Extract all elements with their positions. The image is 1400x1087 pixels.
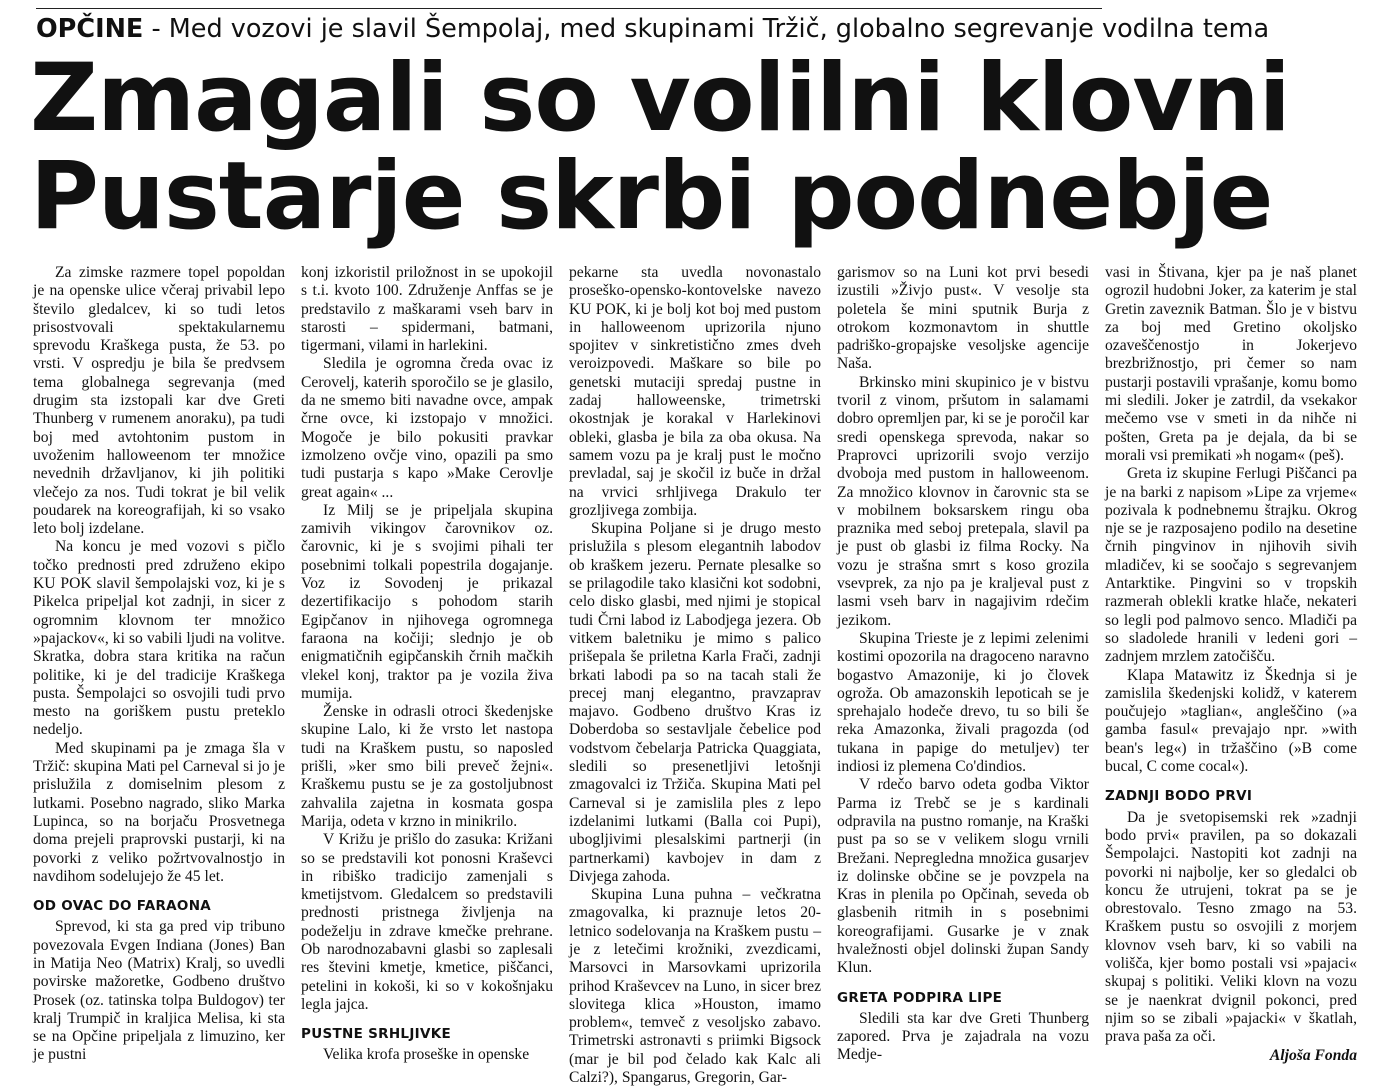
paragraph-continued: garismov so na Luni kot prvi besedi izustili »Živjo pust«. V vesolje sta poletela še mini sputnik Burja z otrokom kozmonavtom in shuttle padriško-gropajske vesoljske agencije Naša. (837, 264, 1089, 373)
headline-line-2: Pustarje skrbi podnebje (30, 142, 1273, 251)
paragraph: Skupina Luna puhna – večkratna zmagovalka, ki praznuje letos 20-letnico sodelovanja na Kraškem pustu – je z letečimi krožniki, zvezdicami, Marsovci in Marsovkami uprizorila prihod Kraševcev na Luno, in sicer brez slovitega klica »Houston, imamo problem«, temveč z vesoljsko zabavo. Trimetrski astronavti s priimki Bigsock (mar je bil pod čelado kak Kalc ali Calzi?), Spangarus, Gregorin, Gar- (569, 886, 821, 1087)
column-1 (33, 264, 285, 1065)
headline-line-1: Zmagali so volilni klovni (30, 44, 1290, 153)
author-signature: Aljoša Fonda (1269, 1047, 1357, 1065)
column-2 (301, 264, 553, 1065)
paragraph: Med skupinami pa je zmaga šla v Tržič: skupina Mati pel Carneval si jo je prislužila z domiselnim plesom z lutkami. Posebno nagrado, sliko Marka Lupinca, so na borjaču Prosvetnega doma prejeli praprovski pustarji, ki na povorki z veliko požrtvovalnostjo in navdihom sodelujejo že 45 let. (33, 739, 285, 885)
column-4 (837, 264, 1089, 1065)
article-body (33, 264, 1373, 1087)
paragraph: Ženske in odrasli otroci škedenjske skupine Lalo, ki že vrsto let nastopa tudi na Kraškem pustu, so naposled prišli, »ker smo bili preveč žejni«. Kraškemu pustu se je za gostoljubnost zahvalila zajetna in kosmata gospa Marija, odeta v krzno in minikrilo. (301, 703, 553, 830)
paragraph: Iz Milj se je pripeljala skupina zamivih vikingov čarovnikov oz. čarovnic, ki je s svojimi pihali ter posebnimi tolkali popestrila dogajanje. Voz iz Sovodenj je prikazal dezertifikacijo s pohodom starih Egipčanov in njihovega ogromnega faraona na kočiji; slednjo je ob enigmatičnih egipčanskih črnih mačkih vlekel konj, traktor pa je vozila živa mumija. (301, 501, 553, 702)
paragraph: Sledili sta kar dve Greti Thunberg zapored. Prva je zajadrala na vozu Medje- (837, 1009, 1089, 1064)
headline (30, 44, 1390, 251)
paragraph: Sledila je ogromna čreda ovac iz Cerovelj, katerih sporočilo se je glasilo, da ne smemo biti navadne ovce, ampak črne ovce, ki izstopajo v množici. Mogoče je bilo pokusiti pravkar izmolzeno ovčje vino, opazili pa smo tudi pustarja s kapo »Make Cerovlje great again« ... (301, 355, 553, 501)
kicker-section: OPČINE (36, 14, 144, 44)
paragraph: Brkinsko mini skupinico je v bistvu tvoril z vinom, pršutom in salamami dobro opremljen par, ki se je poročil kar sredi openskega sprevoda, nakar so Praprovci uprizorili svojo verzijo dvoboja med pustom in halloweenom. Za množico klovnov in čarovnic sta se v mobilnem boksarskem ringu oba praznika med seboj pretepala, slavil pa je pust ob glasbi iz filma Rocky. Na vozu je strašna smrt s koso grozila vsevprek, za njo pa je kraljeval pust z lasmi vseh barv in nagajivim rdečim jezikom. (837, 373, 1089, 629)
paragraph: Da je svetopisemski rek »zadnji bodo prvi« pravilen, pa so dokazali Šempolajci. Nastopiti kot zadnji na povorki ni najbolje, ker so gledalci ob koncu že utrujeni, tokrat pa se je obrestovalo. Tesno zmago na 53. Kraškem pustu so osvojili z morjem klovnov vseh barv, ki so vabili na volišča, kjer bomo postali vsi »pajaci« skupaj s politiki. Veliki klovn na vozu se je naenkrat dvignil pokonci, pred njim so se zibali »pajacki« v škatlah, prava paša za oči. (1105, 808, 1357, 1046)
paragraph: Skupina Trieste je z lepimi zelenimi kostimi opozorila na dragoceno naravno bogastvo Amazonije, ki jo človek ogroža. Ob amazonskih lepoticah se je sprehajalo hodeče drevo, tu so bili še reka Amazonka, živali pragozda (od tukana in papige do metuljev) ter indiosi iz plemena Co'dindios. (837, 629, 1089, 776)
paragraph: V Križu je prišlo do zasuka: Križani so se predstavili kot ponosni Kraševci in ribiško tradicijo zamenjali s kmetijstvom. Gledalcem so predstavili prednosti pristnega življenja na podeželju in zdrave kmečke prehrane. Ob narodnozabavni glasbi so zaplesali res števini kmetje, kmetice, piščanci, petelini in kokoši, ki so v kokošnjaku legla jajca. (301, 831, 553, 1013)
paragraph: Na koncu je med vozovi s pičlo točko prednosti pred združeno ekipo KU POK slavil šempolajski voz, ki je s Pikelca pripeljal kot zadnji, in sicer z ogromnim klovnom ter množico »pajackov«, ki so vabili ljudi na volitve. Skratka, dobra stara kritika na račun politike, ki je del tradicije Kraškega pusta. Šempolajci so osvojili tudi prvo mesto na goriškem pustu preteklo nedeljo. (33, 538, 285, 739)
paragraph: Velika krofa proseške in openske (323, 1046, 530, 1064)
paragraph: Za zimske razmere topel popoldan je na openske ulice včeraj privabil lepo število gledalcev, ki so tudi letos prisostvovali spektakularnemu sprevodu Kraškega pusta, že 53. po vrsti. V ospredju je bila še predvsem tema globalnega segrevanja (med drugim sta izstopali kar dve Greti Thunberg v rumenem anoraku), pa tudi boj med avtohtonim pustom in uvoženim halloweenom ter množice nevednih državljanov, ki jih politiki vlečejo za nos. Tudi tokrat je bil velik poudarek na koreografijah, ki so vsako leto bolj izdelane. (33, 264, 285, 538)
paragraph: Sprevod, ki sta ga pred vip tribuno povezovala Evgen Indiana (Jones) Ban in Matija Neo (Matrix) Kralj, so uvedli povirske mažoretke, Godbeno društvo Prosek (oz. tatinska tolpa Buldogov) ter kralj Trumpič in kraljica Melisa, ki sta se na Opčine pripeljala z limuzino, ker je pustni (33, 918, 285, 1064)
subheading: PUSTNE SRHLJIVKE (301, 1026, 452, 1043)
column-3 (569, 264, 821, 1087)
subheading: ZADNJI BODO PRVI (1105, 788, 1253, 805)
kicker-text: - Med vozovi je slavil Šempolaj, med skupinami Tržič, globalno segrevanje vodilna tema (143, 14, 1270, 44)
paragraph: V rdečo barvo odeta godba Viktor Parma iz Trebč se je s kardinali odpravila na pustno romanje, na Kraški pust pa so se v velikem slogu vrnili Brežani. Nepregledna množica gusarjev iz dolinske občine se je povzpela na Kras in plenila po Opčinah, seveda ob glasbenih ritmih in s posebnimi koreografijami. Gusarke je v znak hvaležnosti objel dolinski župan Sandy Klun. (837, 776, 1089, 977)
paragraph-continued: vasi in Štivana, kjer pa je naš planet ogrozil hudobni Joker, za katerim je stal Gretin zaveznik Batman. Šlo je v bistvu za boj med Gretino okoljsko ozaveščenostjo in Jokerjevo brezbrižnostjo, pri čemer so nam pustarji postavili vprašanje, komu bomo mi sledili. Joker je zatrdil, da vsekakor mečemo vse v smeti in da nihče ni pošten, Greta pa je dejala, da bi se morali vsi premikati »h nogam« (peš). (1105, 264, 1357, 464)
paragraph: Greta iz skupine Ferlugi Piščanci pa je na barki z napisom »Lipe za vrjeme« pozivala k podnebnemu štrajku. Okrog nje se je razposajeno podilo na desetine črnih pingvinov in njihovih sivih mladičev, ki se soočajo s segrevanjem Antarktike. Pingvini so v tropskih razmerah oblekli kratke hlače, nekateri so legli pod palmovo senco. Mladiči pa so sladolede hranili v ledeni gori – zadnjem mrzlem zatočišču. (1105, 465, 1357, 666)
paragraph: Skupina Poljane si je drugo mesto prislužila s plesom elegantnih labodov ob kraškem jezeru. Pernate plesalke so se prilagodile tako klasični kot sodobni, celo disko glasbi, med njimi je stopical tudi Črni labod iz Labodjega jezera. Ob vitkem baletniku je mimo s palico prišepala še priletna Karla Frači, zadnji brkati labodi pa so na tacah stali že precej manj elegantno, pravzaprav majavo. Godbeno društvo Kras iz Doberdoba so sestavljale čebelice pod vodstvom čebelarja Patricka Quaggiata, sledili so presenetljivi letošnji zmagovalci iz Tržiča. Skupina Mati pel Carneval si je zamislila ples z lepo izdelanimi lutkami (Balla coi Pupi), ubogljivimi plesalskimi partnerji (in partnerkami) kavbojev in dam z Divjega zahoda. (569, 520, 821, 885)
column-5 (1105, 264, 1357, 1066)
kicker (36, 14, 1270, 44)
paragraph-continued: konj izkoristil priložnost in se upokojil s t.i. kvoto 100. Združenje Anffas se je predstavilo z maškarami vseh barv in starosti – spidermani, batmani, tigermani, vilami in harlekini. (301, 264, 553, 355)
subheading: OD OVAC DO FARAONA (33, 898, 212, 915)
paragraph-continued: pekarne sta uvedla novonastalo proseško-opensko-kontovelske navezo KU POK, ki je bolj kot boj med pustom in halloweenom uprizorila njuno spojitev v sinkretistično zmes dveh veroizpovedi. Maškare so bile po genetski mutaciji spredaj pustne in zadaj halloweenske, trimetrski okostnjak je korakal v Harlekinovi obleki, glasba je bila za oba okusa. Na samem vozu pa je kralj pust le močno prevladal, saj je skočil iz buče in držal na vrvici srhljivega Drakulo ter grozljivega zombija. (569, 264, 821, 519)
paragraph: Klapa Matawitz iz Škednja si je zamislila škedenjski kolidž, v katerem poučujejo »taglian«, angleščino (»a gamba fasul« prevajajo npr. »with bean's leg«) in tržaščino (»B come bucal, C come cocal«). (1105, 666, 1357, 776)
subheading: GRETA PODPIRA LIPE (837, 989, 1003, 1006)
top-rule (36, 8, 1102, 9)
